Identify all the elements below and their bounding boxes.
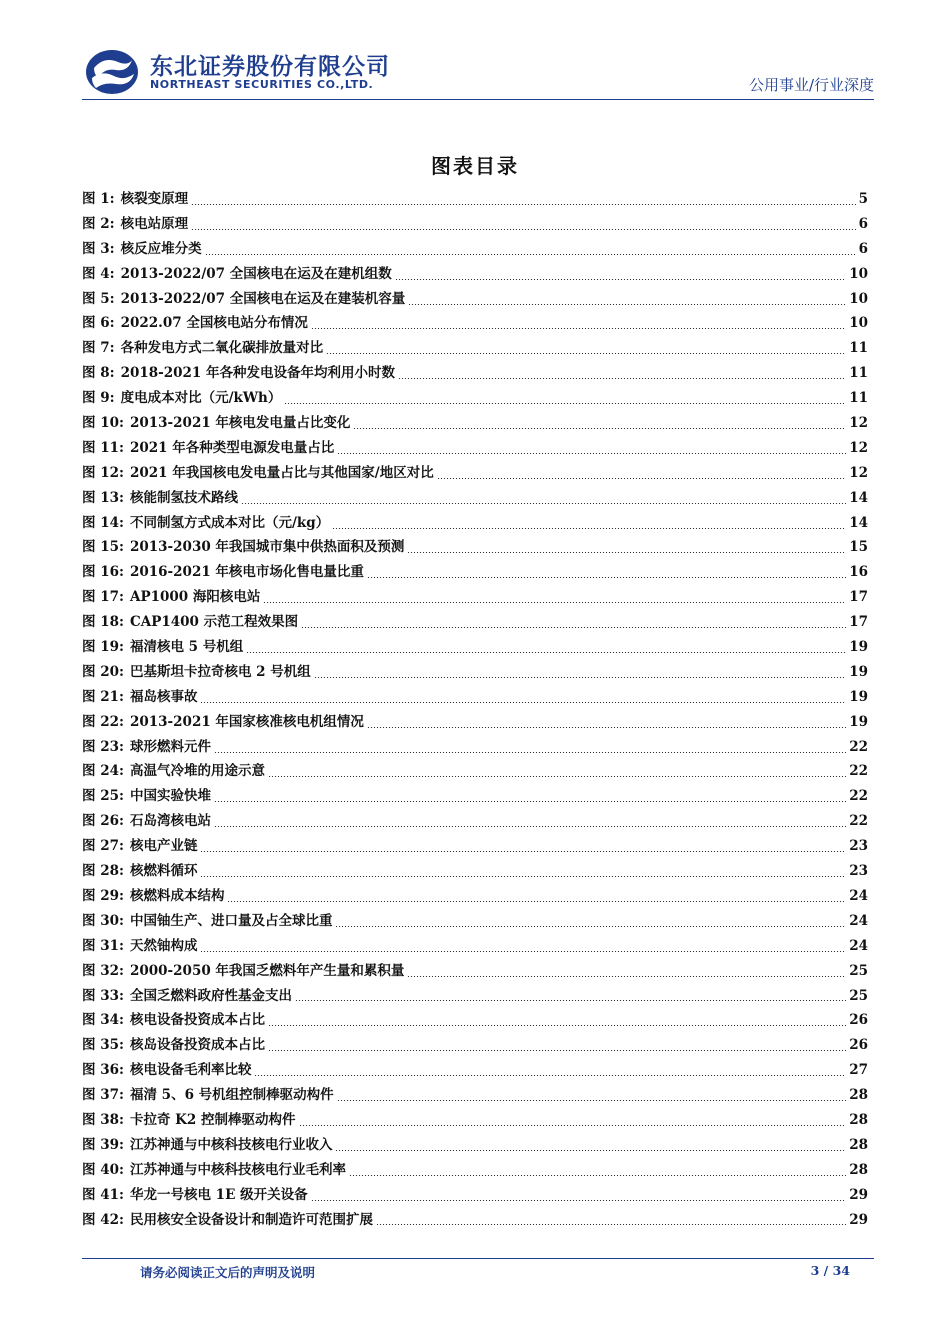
toc-entry-page: 16 <box>849 564 868 581</box>
toc-entry-label: 2018-2021 年各种发电设备年均利用小时数 <box>120 365 396 382</box>
figure-toc-list <box>82 187 868 1232</box>
toc-entry-label: 2021 年我国核电发电量占比与其他国家/地区对比 <box>129 464 434 481</box>
toc-entry-label: 2013-2030 年我国城市集中供热面积及预测 <box>129 539 405 556</box>
toc-entry-label: 核岛设备投资成本占比 <box>129 1037 265 1054</box>
toc-dot-leader <box>437 478 847 479</box>
toc-entry-page: 28 <box>849 1111 868 1128</box>
toc-entry-prefix: 图 42: <box>82 1211 124 1228</box>
toc-entry-page: 25 <box>849 987 868 1004</box>
toc-entry-page: 12 <box>849 415 868 432</box>
toc-entry-label: 石岛湾核电站 <box>129 813 211 830</box>
toc-entry-prefix: 图 20: <box>82 663 124 680</box>
toc-entry[interactable] <box>82 984 868 1009</box>
toc-dot-leader <box>376 1224 846 1225</box>
toc-entry-prefix: 图 35: <box>82 1037 124 1054</box>
toc-entry-prefix: 图 21: <box>82 688 124 705</box>
toc-entry-prefix: 图 34: <box>82 1012 124 1029</box>
toc-entry[interactable] <box>82 585 868 610</box>
toc-entry-label: 卡拉奇 K2 控制棒驱动构件 <box>129 1111 296 1128</box>
toc-dot-leader <box>227 901 846 902</box>
toc-dot-leader <box>299 1125 847 1126</box>
toc-entry-prefix: 图 28: <box>82 863 124 880</box>
toc-entry-prefix: 图 19: <box>82 639 124 656</box>
toc-dot-leader <box>332 528 846 529</box>
toc-dot-leader <box>367 727 846 728</box>
toc-entry-page: 22 <box>849 763 868 780</box>
toc-dot-leader <box>407 976 846 977</box>
toc-entry-prefix: 图 17: <box>82 589 124 606</box>
toc-entry-label: 核反应堆分类 <box>120 240 202 257</box>
toc-entry-label: 天然铀构成 <box>129 937 198 954</box>
toc-entry-label: 2013-2021 年国家核准核电机组情况 <box>129 713 364 730</box>
toc-dot-leader <box>200 702 846 703</box>
toc-entry[interactable] <box>82 461 868 486</box>
toc-entry-prefix: 图 11: <box>82 439 124 456</box>
toc-entry-page: 29 <box>849 1211 868 1228</box>
toc-entry-prefix: 图 16: <box>82 564 124 581</box>
toc-dot-leader <box>337 453 846 454</box>
toc-entry-label: 度电成本对比（元/kWh） <box>120 390 282 407</box>
toc-entry-prefix: 图 15: <box>82 539 124 556</box>
toc-entry-prefix: 图 14: <box>82 514 124 531</box>
toc-entry[interactable] <box>82 486 868 511</box>
toc-entry-page: 28 <box>849 1136 868 1153</box>
toc-entry-prefix: 图 30: <box>82 912 124 929</box>
toc-entry-label: 各种发电方式二氧化碳排放量对比 <box>120 340 324 357</box>
footer-divider <box>82 1258 874 1259</box>
toc-entry-label: 核电设备投资成本占比 <box>129 1012 265 1029</box>
toc-dot-leader <box>284 403 846 404</box>
toc-entry-label: 高温气冷堆的用途示意 <box>129 763 265 780</box>
toc-entry-label: 江苏神通与中核科技核电行业收入 <box>129 1136 333 1153</box>
toc-entry-page: 11 <box>849 365 868 382</box>
toc-entry-page: 27 <box>849 1062 868 1079</box>
toc-dot-leader <box>353 428 846 429</box>
toc-entry-page: 24 <box>849 887 868 904</box>
toc-entry-label: 中国实验快堆 <box>129 788 211 805</box>
toc-dot-leader <box>254 1075 846 1076</box>
toc-entry-prefix: 图 10: <box>82 415 124 432</box>
toc-entry-page: 24 <box>849 937 868 954</box>
toc-entry-prefix: 图 6: <box>82 315 115 332</box>
toc-entry-page: 12 <box>849 464 868 481</box>
toc-entry-label: 核燃料循环 <box>129 863 198 880</box>
toc-entry-page: 17 <box>849 614 868 631</box>
toc-entry-label: 江苏神通与中核科技核电行业毛利率 <box>129 1161 346 1178</box>
toc-dot-leader <box>200 876 846 877</box>
toc-dot-leader <box>326 353 846 354</box>
disclaimer-note: 请务必阅读正文后的声明及说明 <box>140 1265 316 1280</box>
toc-entry-prefix: 图 8: <box>82 365 115 382</box>
toc-entry-page: 25 <box>849 962 868 979</box>
toc-entry-label: 民用核安全设备设计和制造许可范围扩展 <box>129 1211 373 1228</box>
toc-entry-label: 核电站原理 <box>120 215 189 232</box>
toc-dot-leader <box>301 627 846 628</box>
toc-entry[interactable] <box>82 212 868 237</box>
toc-entry-prefix: 图 40: <box>82 1161 124 1178</box>
company-name-cn: 东北证券股份有限公司 <box>150 54 390 80</box>
toc-entry-label: 不同制氢方式成本对比（元/kg） <box>129 514 330 531</box>
toc-entry[interactable] <box>82 685 868 710</box>
toc-entry-prefix: 图 36: <box>82 1062 124 1079</box>
page-number: 3 / 34 <box>810 1263 850 1278</box>
toc-entry-page: 12 <box>849 439 868 456</box>
toc-entry[interactable] <box>82 759 868 784</box>
toc-entry-prefix: 图 22: <box>82 713 124 730</box>
toc-entry[interactable] <box>82 1083 868 1108</box>
toc-entry-prefix: 图 41: <box>82 1186 124 1203</box>
toc-entry[interactable] <box>82 909 868 934</box>
toc-dot-leader <box>367 577 846 578</box>
toc-entry-prefix: 图 2: <box>82 215 115 232</box>
toc-entry-page: 6 <box>858 215 868 232</box>
toc-entry[interactable] <box>82 1133 868 1158</box>
toc-entry-prefix: 图 24: <box>82 763 124 780</box>
toc-entry-prefix: 图 29: <box>82 887 124 904</box>
toc-entry-page: 22 <box>849 738 868 755</box>
toc-entry[interactable] <box>82 660 868 685</box>
toc-entry-page: 28 <box>849 1087 868 1104</box>
company-logo-icon <box>84 48 140 96</box>
toc-entry-page: 22 <box>849 788 868 805</box>
toc-dot-leader <box>398 378 846 379</box>
toc-entry-label: 核能制氢技术路线 <box>129 489 238 506</box>
toc-entry-prefix: 图 18: <box>82 614 124 631</box>
toc-entry-prefix: 图 25: <box>82 788 124 805</box>
toc-dot-leader <box>407 552 846 553</box>
toc-entry[interactable] <box>82 1108 868 1133</box>
toc-dot-leader <box>214 826 846 827</box>
toc-entry-label: 巴基斯坦卡拉奇核电 2 号机组 <box>129 663 311 680</box>
toc-entry-prefix: 图 3: <box>82 240 115 257</box>
toc-entry-page: 19 <box>849 639 868 656</box>
toc-entry-page: 19 <box>849 688 868 705</box>
toc-entry[interactable] <box>82 635 868 660</box>
toc-entry-prefix: 图 5: <box>82 290 115 307</box>
toc-entry-prefix: 图 13: <box>82 489 124 506</box>
toc-dot-leader <box>268 1050 846 1051</box>
toc-entry-page: 10 <box>849 290 868 307</box>
toc-dot-leader <box>263 602 846 603</box>
toc-entry-page: 29 <box>849 1186 868 1203</box>
toc-entry[interactable] <box>82 959 868 984</box>
toc-entry-label: 核裂变原理 <box>120 191 189 207</box>
toc-entry-page: 6 <box>858 240 868 257</box>
toc-entry[interactable] <box>82 735 868 760</box>
toc-entry[interactable] <box>82 934 868 959</box>
toc-entry[interactable] <box>82 237 868 262</box>
toc-entry[interactable] <box>82 386 868 411</box>
header-divider <box>82 99 874 100</box>
toc-entry-label: 2013-2022/07 全国核电在运及在建机组数 <box>120 265 392 282</box>
toc-dot-leader <box>200 951 846 952</box>
report-section-label: 公用事业/行业深度 <box>748 76 874 94</box>
toc-dot-leader <box>395 279 846 280</box>
toc-entry-page: 22 <box>849 813 868 830</box>
toc-entry-prefix: 图 33: <box>82 987 124 1004</box>
toc-entry[interactable] <box>82 1008 868 1033</box>
toc-entry-page: 26 <box>849 1037 868 1054</box>
toc-dot-leader <box>214 801 846 802</box>
toc-dot-leader <box>349 1175 846 1176</box>
toc-entry-label: 福岛核事故 <box>129 688 198 705</box>
toc-dot-leader <box>314 677 846 678</box>
toc-dot-leader <box>268 776 846 777</box>
toc-dot-leader <box>311 328 846 329</box>
toc-entry[interactable] <box>82 411 868 436</box>
toc-entry[interactable] <box>82 884 868 909</box>
toc-dot-leader <box>335 926 846 927</box>
toc-entry[interactable] <box>82 1183 868 1208</box>
toc-dot-leader <box>311 1200 847 1201</box>
toc-entry-label: 福清核电 5 号机组 <box>129 639 244 656</box>
toc-entry-page: 23 <box>849 838 868 855</box>
toc-entry[interactable] <box>82 560 868 585</box>
toc-entry[interactable] <box>82 834 868 859</box>
toc-dot-leader <box>191 204 856 205</box>
toc-entry[interactable] <box>82 710 868 735</box>
toc-entry[interactable] <box>82 1208 868 1233</box>
toc-entry-label: 核燃料成本结构 <box>129 887 225 904</box>
toc-entry-label: 福清 5、6 号机组控制棒驱动构件 <box>129 1087 334 1104</box>
toc-entry[interactable] <box>82 262 868 287</box>
toc-entry[interactable] <box>82 859 868 884</box>
toc-dot-leader <box>191 229 856 230</box>
toc-entry-label: 2013-2021 年核电发电量占比变化 <box>129 415 351 432</box>
toc-entry-page: 19 <box>849 713 868 730</box>
toc-entry-label: 华龙一号核电 1E 级开关设备 <box>129 1186 308 1203</box>
toc-entry-page: 10 <box>849 315 868 332</box>
toc-entry-label: CAP1400 示范工程效果图 <box>129 614 299 631</box>
toc-entry-prefix: 图 27: <box>82 838 124 855</box>
toc-entry-label: 全国乏燃料政府性基金支出 <box>129 987 292 1004</box>
toc-entry-prefix: 图 38: <box>82 1111 124 1128</box>
toc-dot-leader <box>214 752 846 753</box>
toc-entry-page: 15 <box>849 539 868 556</box>
toc-entry[interactable] <box>82 784 868 809</box>
toc-entry-page: 24 <box>849 912 868 929</box>
toc-entry-prefix: 图 26: <box>82 813 124 830</box>
toc-entry-prefix: 图 39: <box>82 1136 124 1153</box>
toc-entry-label: 2013-2022/07 全国核电在运及在建装机容量 <box>120 290 406 307</box>
toc-dot-leader <box>337 1100 847 1101</box>
toc-title: 图表目录 <box>431 154 519 178</box>
toc-entry[interactable] <box>82 361 868 386</box>
toc-entry-label: 2016-2021 年核电市场化售电量比重 <box>129 564 364 581</box>
toc-entry-prefix: 图 12: <box>82 464 124 481</box>
toc-entry-prefix: 图 9: <box>82 390 115 407</box>
toc-entry-page: 19 <box>849 663 868 680</box>
toc-entry-label: 2022.07 全国核电站分布情况 <box>120 315 308 332</box>
toc-entry[interactable] <box>82 511 868 536</box>
toc-entry-page: 14 <box>849 514 868 531</box>
toc-entry-page: 23 <box>849 863 868 880</box>
company-name-en: NORTHEAST SECURITIES CO.,LTD. <box>150 78 374 91</box>
toc-entry[interactable] <box>82 610 868 635</box>
toc-entry-label: 2021 年各种类型电源发电量占比 <box>129 439 335 456</box>
toc-entry-label: 球形燃料元件 <box>129 738 211 755</box>
toc-entry-label: 中国铀生产、进口量及占全球比重 <box>129 912 333 929</box>
toc-entry[interactable] <box>82 187 868 212</box>
page-header <box>0 0 950 110</box>
toc-entry-prefix: 图 4: <box>82 265 115 282</box>
toc-entry[interactable] <box>82 436 868 461</box>
toc-entry-prefix: 图 1: <box>82 191 115 207</box>
toc-entry-prefix: 图 7: <box>82 340 115 357</box>
toc-dot-leader <box>408 304 846 305</box>
toc-dot-leader <box>295 1000 846 1001</box>
toc-entry[interactable] <box>82 1158 868 1183</box>
toc-entry-label: 核电产业链 <box>129 838 198 855</box>
toc-entry-prefix: 图 37: <box>82 1087 124 1104</box>
toc-entry-prefix: 图 32: <box>82 962 124 979</box>
toc-entry-label: 核电设备毛利率比较 <box>129 1062 252 1079</box>
toc-dot-leader <box>241 503 846 504</box>
toc-entry[interactable] <box>82 287 868 312</box>
toc-dot-leader <box>335 1150 846 1151</box>
toc-entry-prefix: 图 31: <box>82 937 124 954</box>
toc-dot-leader <box>268 1025 846 1026</box>
toc-entry-page: 26 <box>849 1012 868 1029</box>
toc-entry-page: 11 <box>849 390 868 407</box>
toc-entry[interactable] <box>82 336 868 361</box>
toc-entry-page: 14 <box>849 489 868 506</box>
toc-entry[interactable] <box>82 535 868 560</box>
toc-entry-prefix: 图 23: <box>82 738 124 755</box>
toc-entry[interactable] <box>82 1033 868 1058</box>
toc-entry-page: 17 <box>849 589 868 606</box>
toc-entry-label: AP1000 海阳核电站 <box>129 589 261 606</box>
toc-entry[interactable] <box>82 809 868 834</box>
toc-entry[interactable] <box>82 311 868 336</box>
toc-entry-page: 11 <box>849 340 868 357</box>
toc-entry-page: 28 <box>849 1161 868 1178</box>
toc-dot-leader <box>200 851 846 852</box>
toc-entry-page: 10 <box>849 265 868 282</box>
toc-dot-leader <box>246 652 846 653</box>
toc-entry[interactable] <box>82 1058 868 1083</box>
toc-entry-label: 2000-2050 年我国乏燃料年产生量和累积量 <box>129 962 405 979</box>
toc-dot-leader <box>205 254 856 255</box>
toc-entry-page: 5 <box>858 191 868 207</box>
